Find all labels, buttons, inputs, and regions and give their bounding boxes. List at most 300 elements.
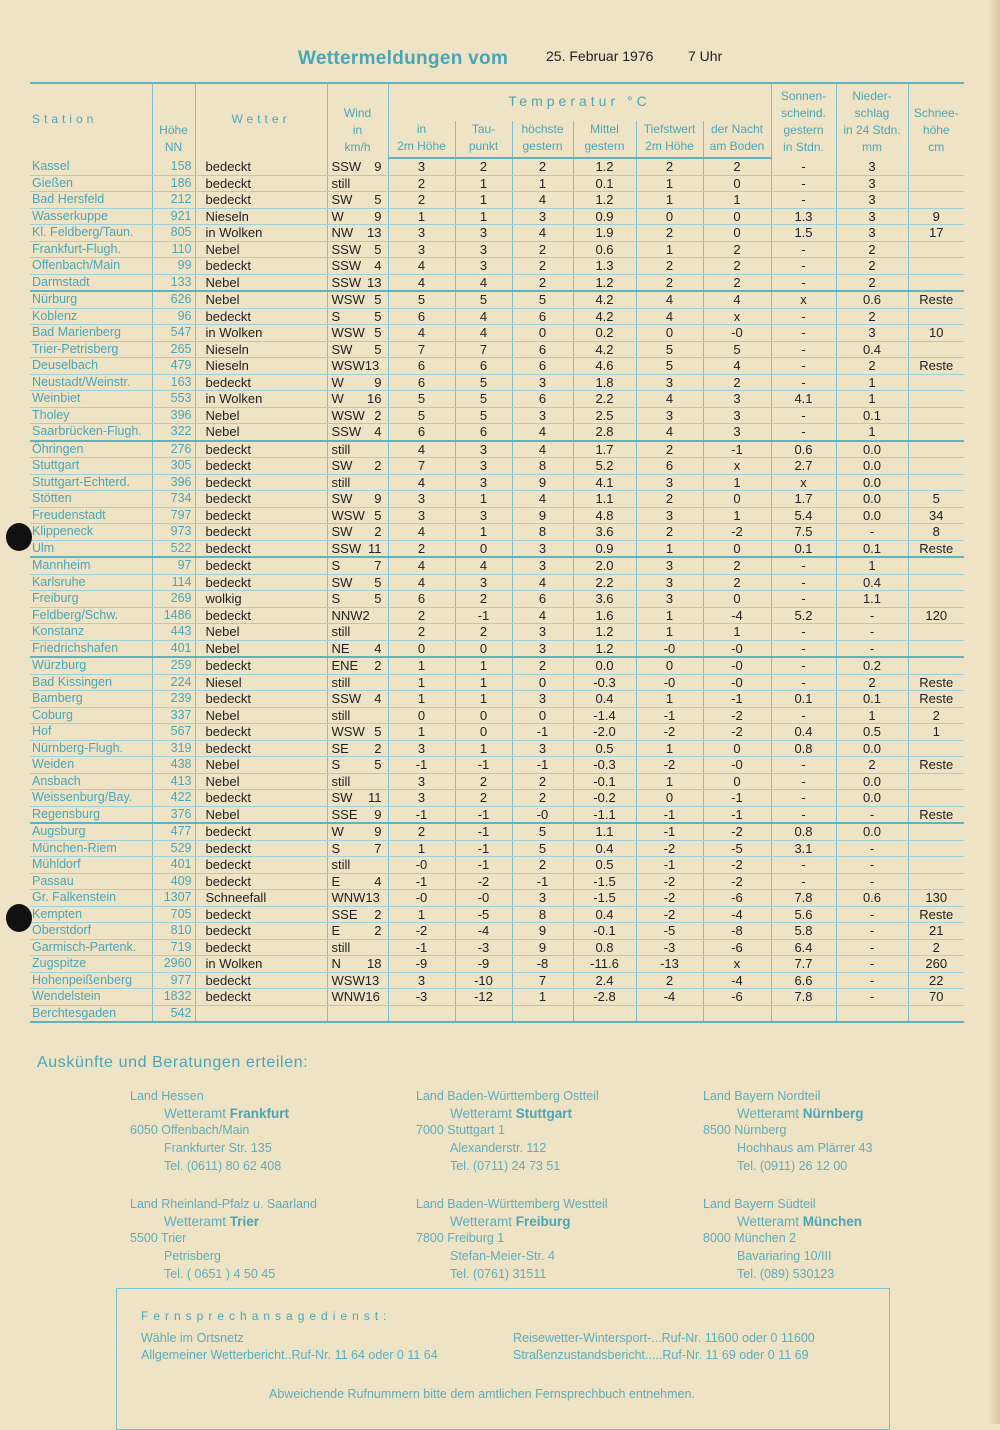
cell-max: 3 (512, 740, 573, 757)
cell-sonne: x (771, 474, 836, 491)
cell-nacht: -1 (703, 691, 771, 708)
cell-wetter: Nieseln (195, 208, 327, 225)
cell-wind: still (327, 939, 388, 956)
cell-wetter: bedeckt (195, 923, 327, 940)
cell-nieder: - (836, 923, 908, 940)
office-strasse: Hochhaus am Plärrer 43 (737, 1141, 873, 1155)
cell-wetter: wolkig (195, 591, 327, 608)
cell-taupunkt: 4 (455, 557, 512, 574)
wind-speed: 5 (374, 591, 382, 607)
cell-hoehe: 921 (152, 208, 195, 225)
cell-schnee (908, 740, 964, 757)
cell-nacht: 0 (703, 591, 771, 608)
cell-schnee (908, 258, 964, 275)
cell-hoehe: 567 (152, 724, 195, 741)
cell-nacht: -8 (703, 923, 771, 940)
cell-sonne: - (771, 790, 836, 807)
table-row (30, 790, 964, 807)
cell-mittel: -11.6 (573, 956, 636, 973)
table-row (30, 491, 964, 508)
cell-schnee (908, 1005, 964, 1022)
wind-direction: NE (331, 640, 350, 656)
cell-tief: -5 (636, 923, 703, 940)
cell-taupunkt: -10 (455, 972, 512, 989)
cell-schnee (908, 274, 964, 291)
cell-station: Deuselbach (30, 358, 152, 375)
cell-max: 8 (512, 524, 573, 541)
table-row (30, 989, 964, 1006)
cell-station: Coburg (30, 707, 152, 724)
wind-speed: 5 (374, 574, 382, 590)
cell-nacht: 1 (703, 507, 771, 524)
wind-speed: 11 (368, 790, 382, 806)
office-amt: Wetteramt (164, 1214, 227, 1229)
office-ort: 8500 Nürnberg (703, 1123, 787, 1137)
cell-t2m: 7 (388, 458, 455, 475)
cell-taupunkt: 2 (455, 773, 512, 790)
cell-nieder: - (836, 840, 908, 857)
cell-wetter: bedeckt (195, 740, 327, 757)
wind-speed: 2 (374, 524, 382, 540)
cell-nacht: 2 (703, 557, 771, 574)
cell-max: 2 (512, 158, 573, 175)
cell-sonne: 7.5 (771, 524, 836, 541)
cell-hoehe: 810 (152, 923, 195, 940)
cell-wind (327, 757, 388, 774)
cell-tief: 1 (636, 607, 703, 624)
office-block (416, 1196, 608, 1282)
cell-t2m: 4 (388, 574, 455, 591)
cell-sonne: - (771, 274, 836, 291)
cell-mittel: 1.9 (573, 225, 636, 242)
cell-station: Ansbach (30, 773, 152, 790)
cell-t2m: 0 (388, 707, 455, 724)
wind-direction: SSW (331, 691, 362, 707)
cell-wind: still (327, 474, 388, 491)
cell-sonne: 3.1 (771, 840, 836, 857)
cell-max: 3 (512, 640, 573, 657)
cell-station: Feldberg/Schw. (30, 607, 152, 624)
cell-t2m: 2 (388, 607, 455, 624)
wind-direction: SSW (331, 274, 362, 290)
cell-station: Garmisch-Partenk. (30, 939, 152, 956)
cell-sonne: - (771, 757, 836, 774)
wind-direction: S (331, 308, 341, 324)
cell-nacht: -2 (703, 873, 771, 890)
cell-sonne: - (771, 591, 836, 608)
cell-t2m: 4 (388, 557, 455, 574)
cell-mittel: 1.2 (573, 624, 636, 641)
cell-station: Saarbrücken-Flugh. (30, 424, 152, 441)
cell-hoehe: 158 (152, 158, 195, 175)
office-tel: Tel. (0711) 24 73 51 (450, 1159, 561, 1173)
cell-schnee: 22 (908, 972, 964, 989)
cell-t2m: 3 (388, 773, 455, 790)
office-tel: Tel. (089) 530123 (737, 1267, 835, 1281)
cell-taupunkt: 0 (455, 724, 512, 741)
cell-t2m: 2 (388, 540, 455, 557)
cell-schnee: Reste (908, 806, 964, 823)
office-ort: 5500 Trier (130, 1231, 187, 1245)
wind-speed: 4 (374, 640, 382, 656)
cell-schnee (908, 374, 964, 391)
cell-nieder: 0.0 (836, 507, 908, 524)
cell-mittel: 0.4 (573, 906, 636, 923)
cell-nieder: 0.0 (836, 474, 908, 491)
wind-speed: 2 (374, 458, 382, 474)
cell-nieder: 1 (836, 391, 908, 408)
cell-hoehe: 409 (152, 873, 195, 890)
cell-t2m: 2 (388, 823, 455, 840)
cell-wind (327, 591, 388, 608)
table-row (30, 524, 964, 541)
office-city: Frankfurt (229, 1106, 290, 1121)
cell-wetter (195, 1005, 327, 1022)
service-allgemein: Allgemeiner Wetterbericht..Ruf-Nr. 11 64 oder 0 11 64 (141, 1348, 438, 1362)
cell-wetter: bedeckt (195, 308, 327, 325)
col-mittel: Mittel gestern (573, 121, 636, 158)
wind-speed: 5 (374, 308, 382, 324)
cell-max: -1 (512, 724, 573, 741)
cell-wetter: bedeckt (195, 458, 327, 475)
office-amt: Wetteramt (737, 1214, 800, 1229)
cell-mittel: 1.2 (573, 274, 636, 291)
cell-tief: 3 (636, 574, 703, 591)
wind-direction: S (331, 591, 341, 607)
cell-schnee: 120 (908, 607, 964, 624)
cell-wetter: bedeckt (195, 691, 327, 708)
cell-hoehe: 1307 (152, 890, 195, 907)
cell-schnee: 1 (908, 724, 964, 741)
cell-max: 4 (512, 607, 573, 624)
wind-speed: 9 (374, 824, 382, 840)
wind-speed: 9 (374, 158, 382, 174)
cell-nieder: - (836, 956, 908, 973)
cell-tief: -1 (636, 707, 703, 724)
wind-direction: SW (331, 491, 353, 507)
cell-schnee: 70 (908, 989, 964, 1006)
cell-schnee (908, 308, 964, 325)
cell-nacht: -4 (703, 906, 771, 923)
cell-sonne: - (771, 325, 836, 342)
cell-t2m: -2 (388, 923, 455, 940)
cell-t2m: 3 (388, 507, 455, 524)
office-strasse: Frankfurter Str. 135 (164, 1141, 272, 1155)
cell-nieder: 0.6 (836, 291, 908, 308)
office-ort: 7000 Stuttgart 1 (416, 1123, 505, 1137)
cell-t2m: 4 (388, 325, 455, 342)
cell-max: 4 (512, 441, 573, 458)
cell-tief: -13 (636, 956, 703, 973)
cell-nieder: 0.1 (836, 540, 908, 557)
cell-wind (327, 225, 388, 242)
cell-max: -8 (512, 956, 573, 973)
office-land: Land Baden-Württemberg Ostteil (416, 1089, 599, 1103)
cell-sonne: - (771, 192, 836, 209)
table-row (30, 691, 964, 708)
cell-wind: NNW2 (327, 607, 388, 624)
cell-nieder: 0.0 (836, 458, 908, 475)
cell-station: Konstanz (30, 624, 152, 641)
cell-nieder: - (836, 939, 908, 956)
cell-nacht: 3 (703, 424, 771, 441)
cell-mittel: 4.8 (573, 507, 636, 524)
cell-sonne: - (771, 806, 836, 823)
cell-station: Nürburg (30, 291, 152, 308)
cell-t2m: -0 (388, 857, 455, 874)
cell-wetter: Schneefall (195, 890, 327, 907)
cell-nacht: 4 (703, 291, 771, 308)
cell-mittel: 0.8 (573, 939, 636, 956)
cell-nacht: 2 (703, 274, 771, 291)
wind-speed: 5 (374, 757, 382, 773)
cell-schnee (908, 391, 964, 408)
table-row (30, 424, 964, 441)
cell-taupunkt: 1 (455, 491, 512, 508)
cell-max: 2 (512, 241, 573, 258)
cell-wetter: bedeckt (195, 840, 327, 857)
cell-schnee (908, 424, 964, 441)
cell-max: 9 (512, 923, 573, 940)
table-row (30, 208, 964, 225)
cell-max: 9 (512, 507, 573, 524)
wind-speed: 9 (374, 208, 382, 224)
cell-sonne: 5.2 (771, 607, 836, 624)
wind-speed: 9 (374, 806, 382, 822)
wind-direction: SW (331, 192, 353, 208)
cell-hoehe: 797 (152, 507, 195, 524)
cell-wetter: bedeckt (195, 790, 327, 807)
cell-sonne: 2.7 (771, 458, 836, 475)
cell-t2m: 3 (388, 225, 455, 242)
cell-schnee: 5 (908, 491, 964, 508)
cell-wind: WNW16 (327, 989, 388, 1006)
cell-wetter: bedeckt (195, 557, 327, 574)
cell-wetter: bedeckt (195, 374, 327, 391)
cell-wetter: in Wolken (195, 391, 327, 408)
cell-wind (327, 823, 388, 840)
cell-tief: 4 (636, 308, 703, 325)
cell-tief: 0 (636, 208, 703, 225)
office-ort: 7800 Freiburg 1 (416, 1231, 505, 1245)
cell-wetter: bedeckt (195, 724, 327, 741)
report-time: 7 Uhr (688, 48, 723, 64)
cell-taupunkt: -3 (455, 939, 512, 956)
cell-taupunkt: 3 (455, 458, 512, 475)
cell-station: Frankfurt-Flugh. (30, 241, 152, 258)
cell-station: Weiden (30, 757, 152, 774)
cell-hoehe: 97 (152, 557, 195, 574)
cell-taupunkt: 6 (455, 358, 512, 375)
cell-max: 3 (512, 374, 573, 391)
cell-max: 4 (512, 192, 573, 209)
cell-mittel: 0.9 (573, 208, 636, 225)
cell-schnee: 21 (908, 923, 964, 940)
cell-wind (327, 374, 388, 391)
cell-t2m: 6 (388, 374, 455, 391)
cell-max: 3 (512, 890, 573, 907)
cell-mittel: 1.2 (573, 158, 636, 175)
cell-taupunkt: 5 (455, 391, 512, 408)
cell-mittel: 0.5 (573, 740, 636, 757)
office-city: Trier (229, 1214, 260, 1229)
cell-tief: 2 (636, 258, 703, 275)
cell-taupunkt: 3 (455, 441, 512, 458)
cell-nieder: 0.1 (836, 691, 908, 708)
cell-tief: 1 (636, 624, 703, 641)
cell-wind (327, 1005, 388, 1022)
cell-nieder: 1 (836, 424, 908, 441)
cell-tief: 2 (636, 524, 703, 541)
cell-nacht: 0 (703, 740, 771, 757)
cell-sonne: 7.8 (771, 989, 836, 1006)
cell-hoehe: 719 (152, 939, 195, 956)
cell-taupunkt: -1 (455, 607, 512, 624)
cell-wind: WNW13 (327, 890, 388, 907)
cell-max: 1 (512, 989, 573, 1006)
paper-edge (988, 0, 1000, 1424)
cell-nacht: -2 (703, 524, 771, 541)
cell-sonne: x (771, 291, 836, 308)
cell-station: Hohenpeißenberg (30, 972, 152, 989)
cell-schnee (908, 773, 964, 790)
cell-max: 0 (512, 674, 573, 691)
cell-tief: 3 (636, 374, 703, 391)
cell-wind (327, 308, 388, 325)
cell-nacht: 2 (703, 374, 771, 391)
cell-schnee (908, 441, 964, 458)
cell-sonne: - (771, 857, 836, 874)
table-row (30, 291, 964, 308)
cell-station: Offenbach/Main (30, 258, 152, 275)
cell-nieder: 0.0 (836, 790, 908, 807)
cell-sonne: 5.6 (771, 906, 836, 923)
cell-hoehe: 553 (152, 391, 195, 408)
cell-t2m: 3 (388, 740, 455, 757)
cell-schnee (908, 857, 964, 874)
table-row (30, 474, 964, 491)
table-row (30, 557, 964, 574)
wind-speed: 13 (367, 225, 382, 241)
wind-direction: SW (331, 524, 353, 540)
cell-wetter: bedeckt (195, 906, 327, 923)
cell-station: Tholey (30, 407, 152, 424)
table-row (30, 458, 964, 475)
cell-taupunkt: -1 (455, 857, 512, 874)
wind-direction: E (331, 923, 341, 939)
wind-direction: E (331, 873, 341, 889)
cell-t2m: -1 (388, 873, 455, 890)
cell-max: 4 (512, 491, 573, 508)
cell-tief: -2 (636, 724, 703, 741)
wind-speed: 5 (374, 192, 382, 208)
cell-nacht: 1 (703, 474, 771, 491)
cell-wetter: in Wolken (195, 956, 327, 973)
wind-direction: SSW (331, 424, 362, 440)
cell-wind (327, 540, 388, 557)
cell-taupunkt: 4 (455, 308, 512, 325)
col-t2m: in 2m Höhe (388, 121, 455, 158)
cell-sonne: - (771, 873, 836, 890)
cell-tief: 4 (636, 424, 703, 441)
cell-taupunkt: 2 (455, 790, 512, 807)
cell-hoehe: 522 (152, 540, 195, 557)
cell-station: Bad Marienberg (30, 325, 152, 342)
cell-station: Karlsruhe (30, 574, 152, 591)
wind-direction: SSE (331, 806, 358, 822)
cell-tief: 2 (636, 491, 703, 508)
service-strasse: Straßenzustandsbericht.....Ruf-Nr. 11 69 oder 0 11 69 (513, 1348, 809, 1362)
table-row (30, 391, 964, 408)
cell-nieder: 0.0 (836, 491, 908, 508)
cell-hoehe: 477 (152, 823, 195, 840)
cell-t2m: 3 (388, 790, 455, 807)
cell-t2m: 6 (388, 591, 455, 608)
cell-mittel: 2.5 (573, 407, 636, 424)
cell-mittel: -2.0 (573, 724, 636, 741)
cell-sonne: 5.4 (771, 507, 836, 524)
cell-station: Trier-Petrisberg (30, 341, 152, 358)
cell-t2m: 1 (388, 674, 455, 691)
table-row (30, 773, 964, 790)
cell-max: 2 (512, 773, 573, 790)
cell-schnee (908, 657, 964, 674)
cell-max: -1 (512, 757, 573, 774)
cell-nacht: -5 (703, 840, 771, 857)
weather-table (30, 83, 964, 1023)
cell-sonne: - (771, 407, 836, 424)
cell-tief: 6 (636, 458, 703, 475)
cell-tief: -2 (636, 906, 703, 923)
cell-nieder: - (836, 972, 908, 989)
cell-wetter: bedeckt (195, 175, 327, 192)
cell-max: 4 (512, 225, 573, 242)
cell-sonne: - (771, 674, 836, 691)
office-ort: 6050 Offenbach/Main (130, 1123, 250, 1137)
table-row (30, 507, 964, 524)
cell-sonne: - (771, 773, 836, 790)
cell-station: Weissenburg/Bay. (30, 790, 152, 807)
cell-schnee: 130 (908, 890, 964, 907)
cell-wind (327, 691, 388, 708)
cell-sonne: 0.1 (771, 540, 836, 557)
office-city: Freiburg (515, 1214, 571, 1229)
wind-speed: 4 (374, 424, 382, 440)
cell-tief: 4 (636, 391, 703, 408)
table-row (30, 972, 964, 989)
cell-hoehe: 438 (152, 757, 195, 774)
table-row (30, 192, 964, 209)
cell-hoehe: 276 (152, 441, 195, 458)
cell-wind (327, 208, 388, 225)
cell-wetter: Nebel (195, 773, 327, 790)
cell-wind (327, 657, 388, 674)
cell-sonne: 1.3 (771, 208, 836, 225)
office-strasse: Bavariaring 10/III (737, 1249, 832, 1263)
cell-schnee: 2 (908, 707, 964, 724)
cell-nieder: - (836, 624, 908, 641)
cell-taupunkt: -0 (455, 890, 512, 907)
cell-schnee (908, 407, 964, 424)
cell-wetter: Nebel (195, 806, 327, 823)
cell-max: 4 (512, 424, 573, 441)
cell-taupunkt: 6 (455, 424, 512, 441)
cell-tief: -2 (636, 890, 703, 907)
cell-wetter: bedeckt (195, 607, 327, 624)
cell-taupunkt: 1 (455, 192, 512, 209)
cell-schnee: Reste (908, 358, 964, 375)
cell-wetter: Nebel (195, 624, 327, 641)
